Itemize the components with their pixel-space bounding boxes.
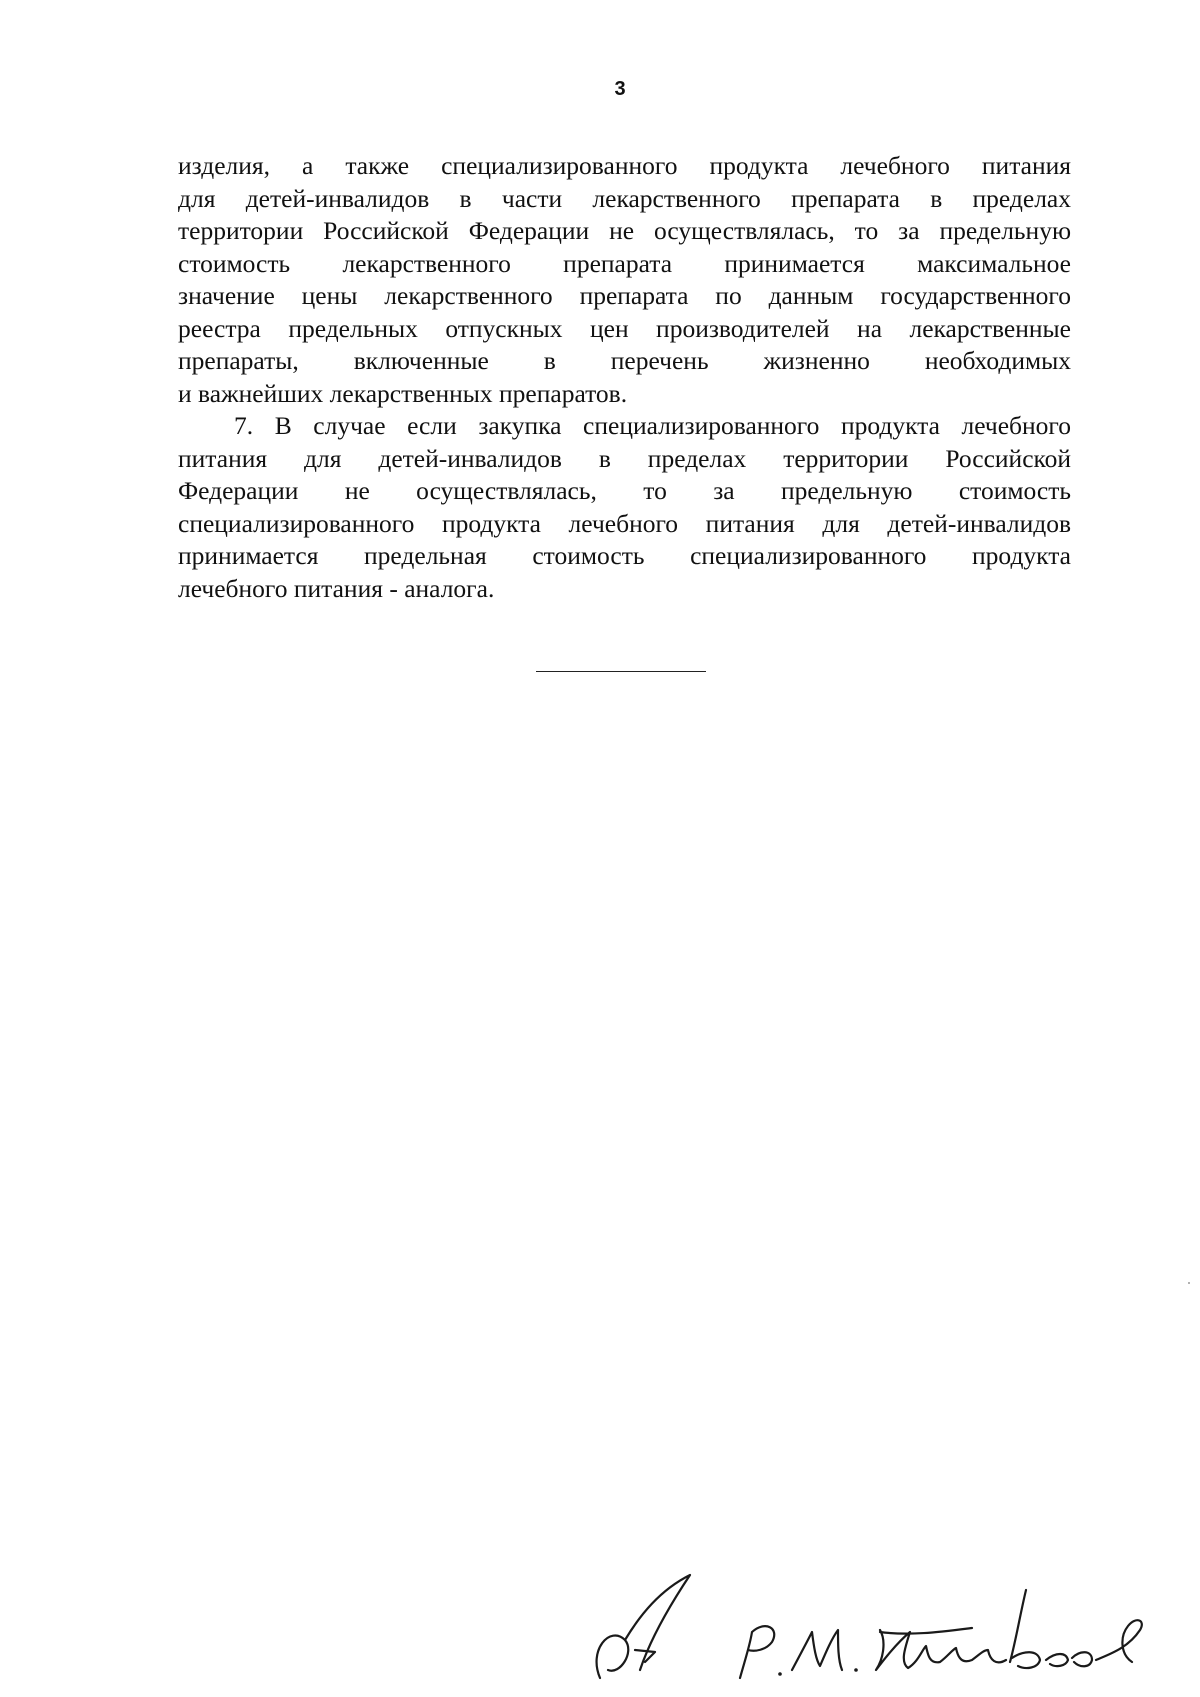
text-line: Федерации не осуществлялась, то за предельную стоимость (178, 476, 1071, 505)
text-line: препараты, включенные в перечень жизненно необходимых (178, 346, 1071, 375)
handwritten-signature (580, 1570, 1150, 1690)
text-line: и важнейших лекарственных препаратов. (178, 378, 628, 408)
page-number: 3 (614, 78, 626, 100)
text-line: лечебного питания - аналога. (178, 573, 495, 603)
text-line: реестра предельных отпускных цен производителей на лекарственные (178, 313, 1071, 343)
text-line: 7. В случае если закупка специализированного продукта лечебного (234, 411, 1071, 440)
text-line: специализированного продукта лечебного питания для детей-инвалидов (178, 508, 1071, 538)
scan-artifact (1188, 1282, 1190, 1284)
text-line: значение цены лекарственного препарата по данным государственного (178, 281, 1071, 310)
text-line: изделия, а также специализированного продукта лечебного питания (178, 151, 1071, 180)
text-line: для детей-инвалидов в части лекарственного препарата в пределах (178, 183, 1071, 213)
end-separator-line (536, 671, 706, 672)
text-line: территории Российской Федерации не осуществлялась, то за предельную (178, 216, 1071, 245)
text-line: стоимость лекарственного препарата принимается максимальное (178, 248, 1071, 278)
text-line: принимается предельная стоимость специализированного продукта (178, 541, 1071, 570)
document-body (178, 150, 1071, 605)
text-line: питания для детей-инвалидов в пределах территории Российской (178, 443, 1071, 473)
